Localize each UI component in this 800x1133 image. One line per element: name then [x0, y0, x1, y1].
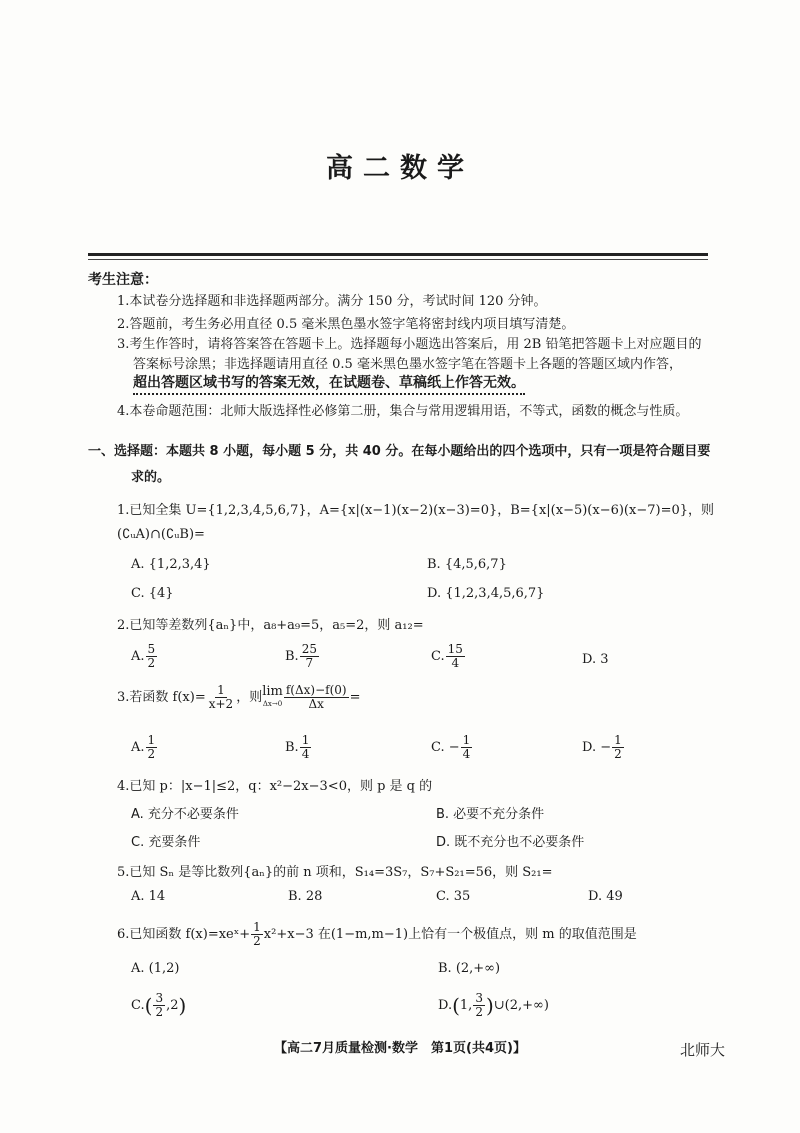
q2-stem: 2.已知等差数列{aₙ}中，a₈+a₉=5，a₅=2，则 a₁₂=: [117, 618, 424, 633]
q3-option-d: D. − $\frac{1}{2}$: [582, 733, 622, 761]
q5-option-b: B. 28: [288, 889, 323, 904]
q6-option-d: D.(1, $\frac{3}{2}$ )∪(2,+∞): [438, 991, 549, 1019]
notice-item-4: 4.本卷命题范围：北师大版选择性必修第二册，集合与常用逻辑用语，不等式，函数的概念与性质。: [117, 404, 689, 419]
q1-option-c: C. {4}: [131, 586, 174, 601]
notice-item-2: 2.答题前，考生务必用直径 0.5 毫米黑色墨水签字笔将密封线内项目填写清楚。: [117, 317, 575, 332]
q1-stem-cont: (∁ᵤA)∩(∁ᵤB)=: [117, 527, 205, 542]
q4-option-a: A. 充分不必要条件: [131, 807, 239, 822]
q3-stem: 3.若函数 f(x)= $\frac{1}{x+2}$ ，则 lim Δx→0 $\frac{f(\Delta x)-f(0)}{\Delta x}$ =: [117, 683, 361, 711]
q5-option-c: C. 35: [436, 889, 471, 904]
q6-option-c: C.( $\frac{3}{2}$ ,2): [131, 991, 187, 1019]
footer-edition: 北师大: [680, 1041, 726, 1059]
q1-option-a: A. {1,2,3,4}: [131, 557, 211, 572]
q4-stem: 4.已知 p：|x−1|≤2，q：x²−2x−3<0，则 p 是 q 的: [117, 779, 433, 794]
header-rule: [88, 253, 708, 256]
q1-option-b: B. {4,5,6,7}: [427, 557, 507, 572]
q2-option-d: D. 3: [582, 652, 609, 667]
q2-option-b: B. $\frac{25}{7}$: [285, 642, 317, 670]
q1-option-d: D. {1,2,3,4,5,6,7}: [427, 586, 545, 601]
q6-stem: 6.已知函数 f(x)=xeˣ+ $\frac{1}{2}$ x²+x−3 在(1−m,m−1)上恰有一个极值点，则 m 的取值范围是: [117, 920, 637, 948]
header-rule-thin: [88, 259, 708, 260]
q5-option-a: A. 14: [131, 889, 166, 904]
notice-item-3: 3.考生作答时，请将答案答在答题卡上。选择题每小题选出答案后，用 2B 铅笔把答题卡上对应题目的: [117, 337, 702, 352]
q6-option-b: B. (2,+∞): [438, 961, 501, 976]
q4-option-b: B. 必要不充分条件: [436, 807, 545, 822]
notice-item-1: 1.本试卷分选择题和非选择题两部分。满分 150 分，考试时间 120 分钟。: [117, 294, 547, 309]
q5-stem: 5.已知 Sₙ 是等比数列{aₙ}的前 n 项和，S₁₄=3S₇，S₇+S₂₁=56，则 S₂₁=: [117, 865, 553, 880]
page-footer: 【高二7月质量检测·数学 第1页(共4页)】: [274, 1041, 526, 1056]
page-title: 高二数学: [326, 153, 474, 184]
q3-option-b: B. $\frac{1}{4}$: [285, 733, 310, 761]
notice-heading: 考生注意：: [88, 272, 158, 288]
q5-option-d: D. 49: [588, 889, 623, 904]
q4-option-d: D. 既不充分也不必要条件: [436, 835, 585, 850]
q1-stem: 1.已知全集 U={1,2,3,4,5,6,7}，A={x|(x−1)(x−2)(x−3)=0}，B={x|(x−5)(x−6)(x−7)=0}，则: [117, 503, 715, 518]
q2-option-a: A. $\frac{5}{2}$: [131, 642, 156, 670]
q2-option-c: C. $\frac{15}{4}$: [431, 642, 463, 670]
q3-option-a: A. $\frac{1}{2}$: [131, 733, 156, 761]
q4-option-c: C. 充要条件: [131, 835, 201, 850]
section-heading-cont: 求的。: [131, 470, 171, 485]
q6-option-a: A. (1,2): [131, 961, 180, 976]
notice-item-3-cont: 答案标号涂黑；非选择题请用直径 0.5 毫米黑色墨水签字笔在答题卡上各题的答题区域内作答，: [133, 357, 682, 372]
q3-option-c: C. − $\frac{1}{4}$: [431, 733, 471, 761]
section-heading: 一、选择题：本题共 8 小题，每小题 5 分，共 40 分。在每小题给出的四个选项中，只有一项是符合题目要: [88, 444, 711, 459]
notice-item-3-emphasis: 超出答题区域书写的答案无效，在试题卷、草稿纸上作答无效。: [133, 372, 525, 395]
